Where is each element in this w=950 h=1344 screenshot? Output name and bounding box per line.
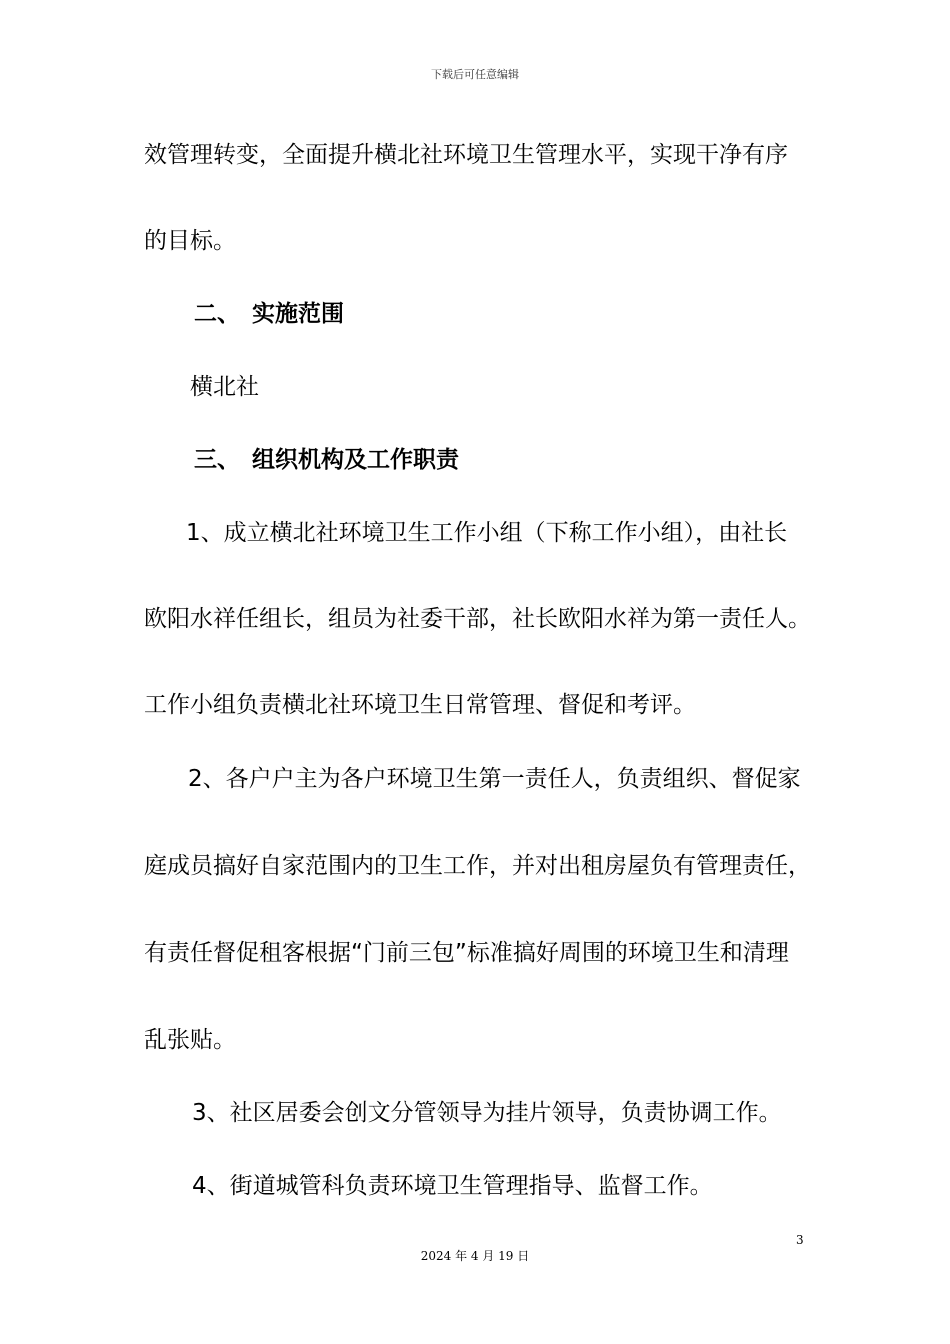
body-line: 3、社区居委会创文分管领导为挂片领导，负责协调工作。 xyxy=(192,1100,782,1126)
body-line: 横北社 xyxy=(190,374,259,400)
body-line: 欧阳水祥任组长，组员为社委干部，社长欧阳水祥为第一责任人。 xyxy=(144,606,811,632)
page-number: 3 xyxy=(796,1233,804,1247)
body-line: 工作小组负责横北社环境卫生日常管理、督促和考评。 xyxy=(144,692,696,718)
body-line: 效管理转变，全面提升横北社环境卫生管理水平，实现干净有序 xyxy=(144,142,788,168)
section-heading-scope xyxy=(194,299,344,329)
section-title: 实施范围 xyxy=(252,301,344,327)
body-line: 庭成员搞好自家范围内的卫生工作，并对出租房屋负有管理责任， xyxy=(144,853,811,879)
section-number: 三、 xyxy=(194,447,240,473)
body-line: 1、成立横北社环境卫生工作小组（下称工作小组），由社长 xyxy=(186,520,788,546)
body-line: 4、街道城管科负责环境卫生管理指导、监督工作。 xyxy=(192,1173,713,1199)
page-header: 下载后可任意编辑 xyxy=(431,68,519,81)
section-number: 二、 xyxy=(194,301,240,327)
page-footer-date: 2024 年 4 月 19 日 xyxy=(420,1249,530,1263)
body-line: 2、各户户主为各户环境卫生第一责任人，负责组织、督促家 xyxy=(188,766,801,792)
section-title: 组织机构及工作职责 xyxy=(252,447,459,473)
section-heading-organization xyxy=(194,445,459,475)
body-line: 的目标。 xyxy=(144,228,236,254)
body-line: 有责任督促租客根据“门前三包”标准搞好周围的环境卫生和清理 xyxy=(144,940,789,966)
body-line: 乱张贴。 xyxy=(144,1027,236,1053)
